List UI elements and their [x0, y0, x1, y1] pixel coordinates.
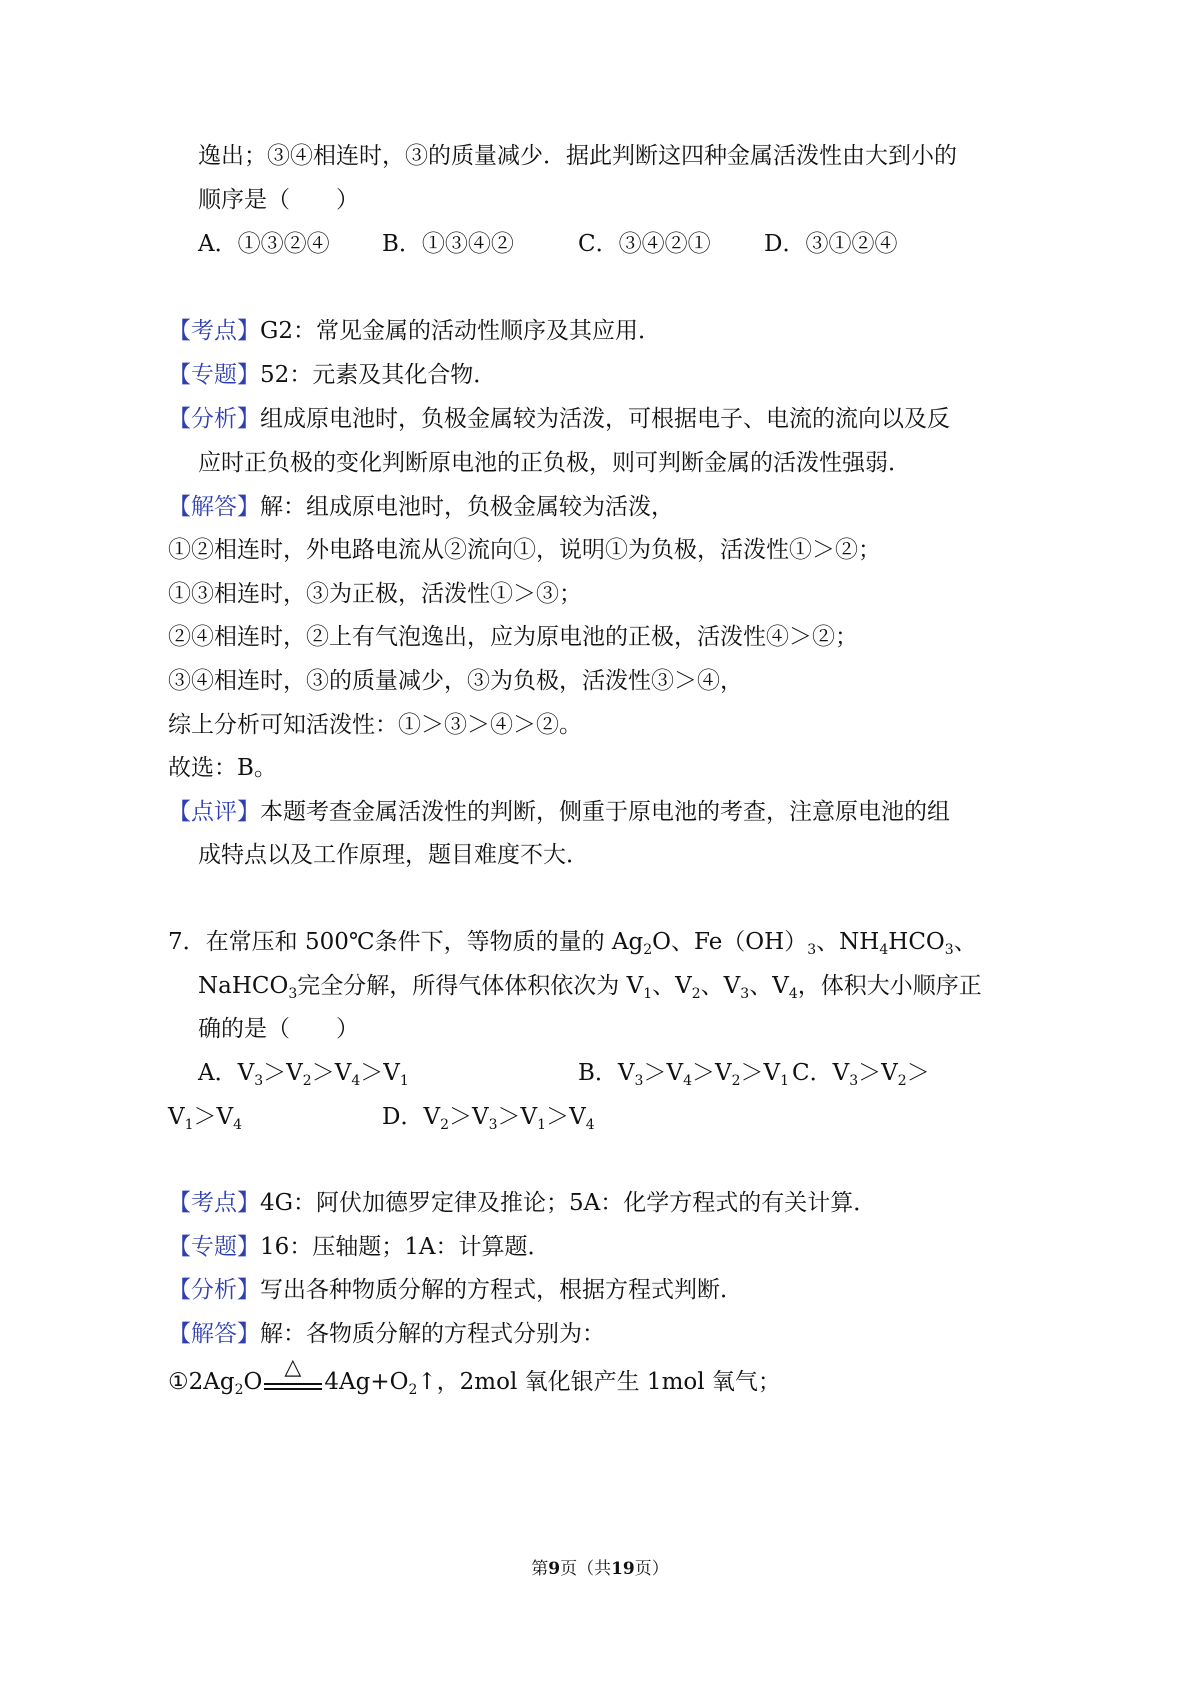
a6-zhuanti — [168, 360, 496, 390]
q7-option-b: B．$V_3>V_4>V_2>V_1$ — [578, 1060, 790, 1089]
page-number: 9 — [548, 1559, 561, 1579]
a6-dianping-line2: 成特点以及工作原理，题目难度不大． — [198, 842, 589, 868]
kaodian-tag: 【考点】 — [168, 318, 260, 344]
q6-stem-line1: 逸出；③④相连时，③的质量减少．据此判断这四种金属活泼性由大到小的 — [198, 143, 957, 169]
dianping-tag: 【点评】 — [168, 799, 260, 825]
fenxi-tag: 【分析】 — [168, 406, 260, 432]
a6-step-1: ①②相连时，外电路电流从②流向①，说明①为负极，活泼性①＞②； — [168, 537, 881, 563]
page-total: 19 — [611, 1559, 635, 1579]
q7-option-c-end: $V_1>V_4$ — [168, 1104, 243, 1133]
a6-fenxi-line2: 应时正负极的变化判断原电池的正负极，则可判断金属的活泼性强弱． — [198, 450, 911, 476]
q7-stem-line2: NaHCO$_3$完全分解，所得气体体积依次为 $V_1$、$V_2$、$V_3$、$V_4$，体积大小顺序正 — [198, 973, 982, 1002]
q7-option-d: D．$V_2>V_3>V_1>V_4$ — [382, 1104, 595, 1133]
kaodian-tag: 【考点】 — [168, 1190, 260, 1216]
a6-fenxi — [168, 404, 950, 434]
a6-step-6: 故选：B。 — [168, 755, 277, 781]
a7-jieda-text: 解：各物质分解的方程式分别为： — [260, 1321, 605, 1347]
zhuanti-tag: 【专题】 — [168, 362, 260, 388]
q7-stem-line3: 确的是（ ） — [198, 1016, 359, 1042]
q7-option-a: A．$V_3>V_2>V_4>V_1$ — [198, 1060, 409, 1089]
a6-step-5: 综上分析可知活泼性：①＞③＞④＞②。 — [168, 712, 582, 738]
q7-option-c-start: C．$V_3>V_2>$ — [792, 1060, 930, 1089]
a6-kaodian-text: G2：常见金属的活动性顺序及其应用． — [260, 318, 662, 344]
a7-equation-1: $①2Ag_2O$ △ $4Ag+O_2↑$，2mol 氧化银产生 1mol 氧气； — [168, 1355, 781, 1398]
zhuanti-tag: 【专题】 — [168, 1234, 260, 1260]
a6-zhuanti-text: 52：元素及其化合物． — [260, 362, 497, 388]
q6-option-a: A．①③②④ — [198, 231, 330, 257]
q6-stem-line2: 顺序是（ ） — [198, 187, 359, 213]
a7-fenxi — [168, 1275, 743, 1305]
a6-kaodian — [168, 316, 661, 346]
a7-jieda — [168, 1319, 605, 1349]
q6-option-c: C．③④②① — [578, 231, 711, 257]
a6-dianping-text1: 本题考查金属活泼性的判断，侧重于原电池的考查，注意原电池的组 — [260, 799, 950, 825]
q6-option-d: D．③①②④ — [764, 231, 898, 257]
a6-step-4: ③④相连时，③的质量减少，③为负极，活泼性③＞④， — [168, 668, 743, 694]
a7-kaodian — [168, 1188, 876, 1218]
heat-equals-sign — [262, 1355, 324, 1397]
page-footer: 第9页（共19页） — [531, 1559, 669, 1579]
a6-dianping — [168, 797, 950, 827]
a6-step-2: ①③相连时，③为正极，活泼性①＞③； — [168, 581, 582, 607]
a7-kaodian-text: 4G：阿伏加德罗定律及推论；5A：化学方程式的有关计算． — [260, 1190, 877, 1216]
jieda-tag: 【解答】 — [168, 494, 260, 520]
q7-stem-line1: 7．在常压和 500℃条件下，等物质的量的 $Ag_2O$、$Fe(OH)_3$、$NH_4HCO_3$、 — [168, 929, 977, 958]
fenxi-tag: 【分析】 — [168, 1277, 260, 1303]
delta-icon: △ — [284, 1355, 302, 1380]
q6-option-b: B．①③④② — [382, 231, 514, 257]
a7-zhuanti-text: 16：压轴题；1A：计算题． — [260, 1234, 551, 1260]
a7-zhuanti — [168, 1232, 551, 1262]
a6-fenxi-text1: 组成原电池时，负极金属较为活泼，可根据电子、电流的流向以及反 — [260, 406, 950, 432]
a6-jieda-text: 解：组成原电池时，负极金属较为活泼， — [260, 494, 674, 520]
a7-fenxi-text: 写出各种物质分解的方程式，根据方程式判断． — [260, 1277, 743, 1303]
a6-jieda — [168, 492, 674, 522]
jieda-tag: 【解答】 — [168, 1321, 260, 1347]
a6-step-3: ②④相连时，②上有气泡逸出，应为原电池的正极，活泼性④＞②； — [168, 624, 858, 650]
